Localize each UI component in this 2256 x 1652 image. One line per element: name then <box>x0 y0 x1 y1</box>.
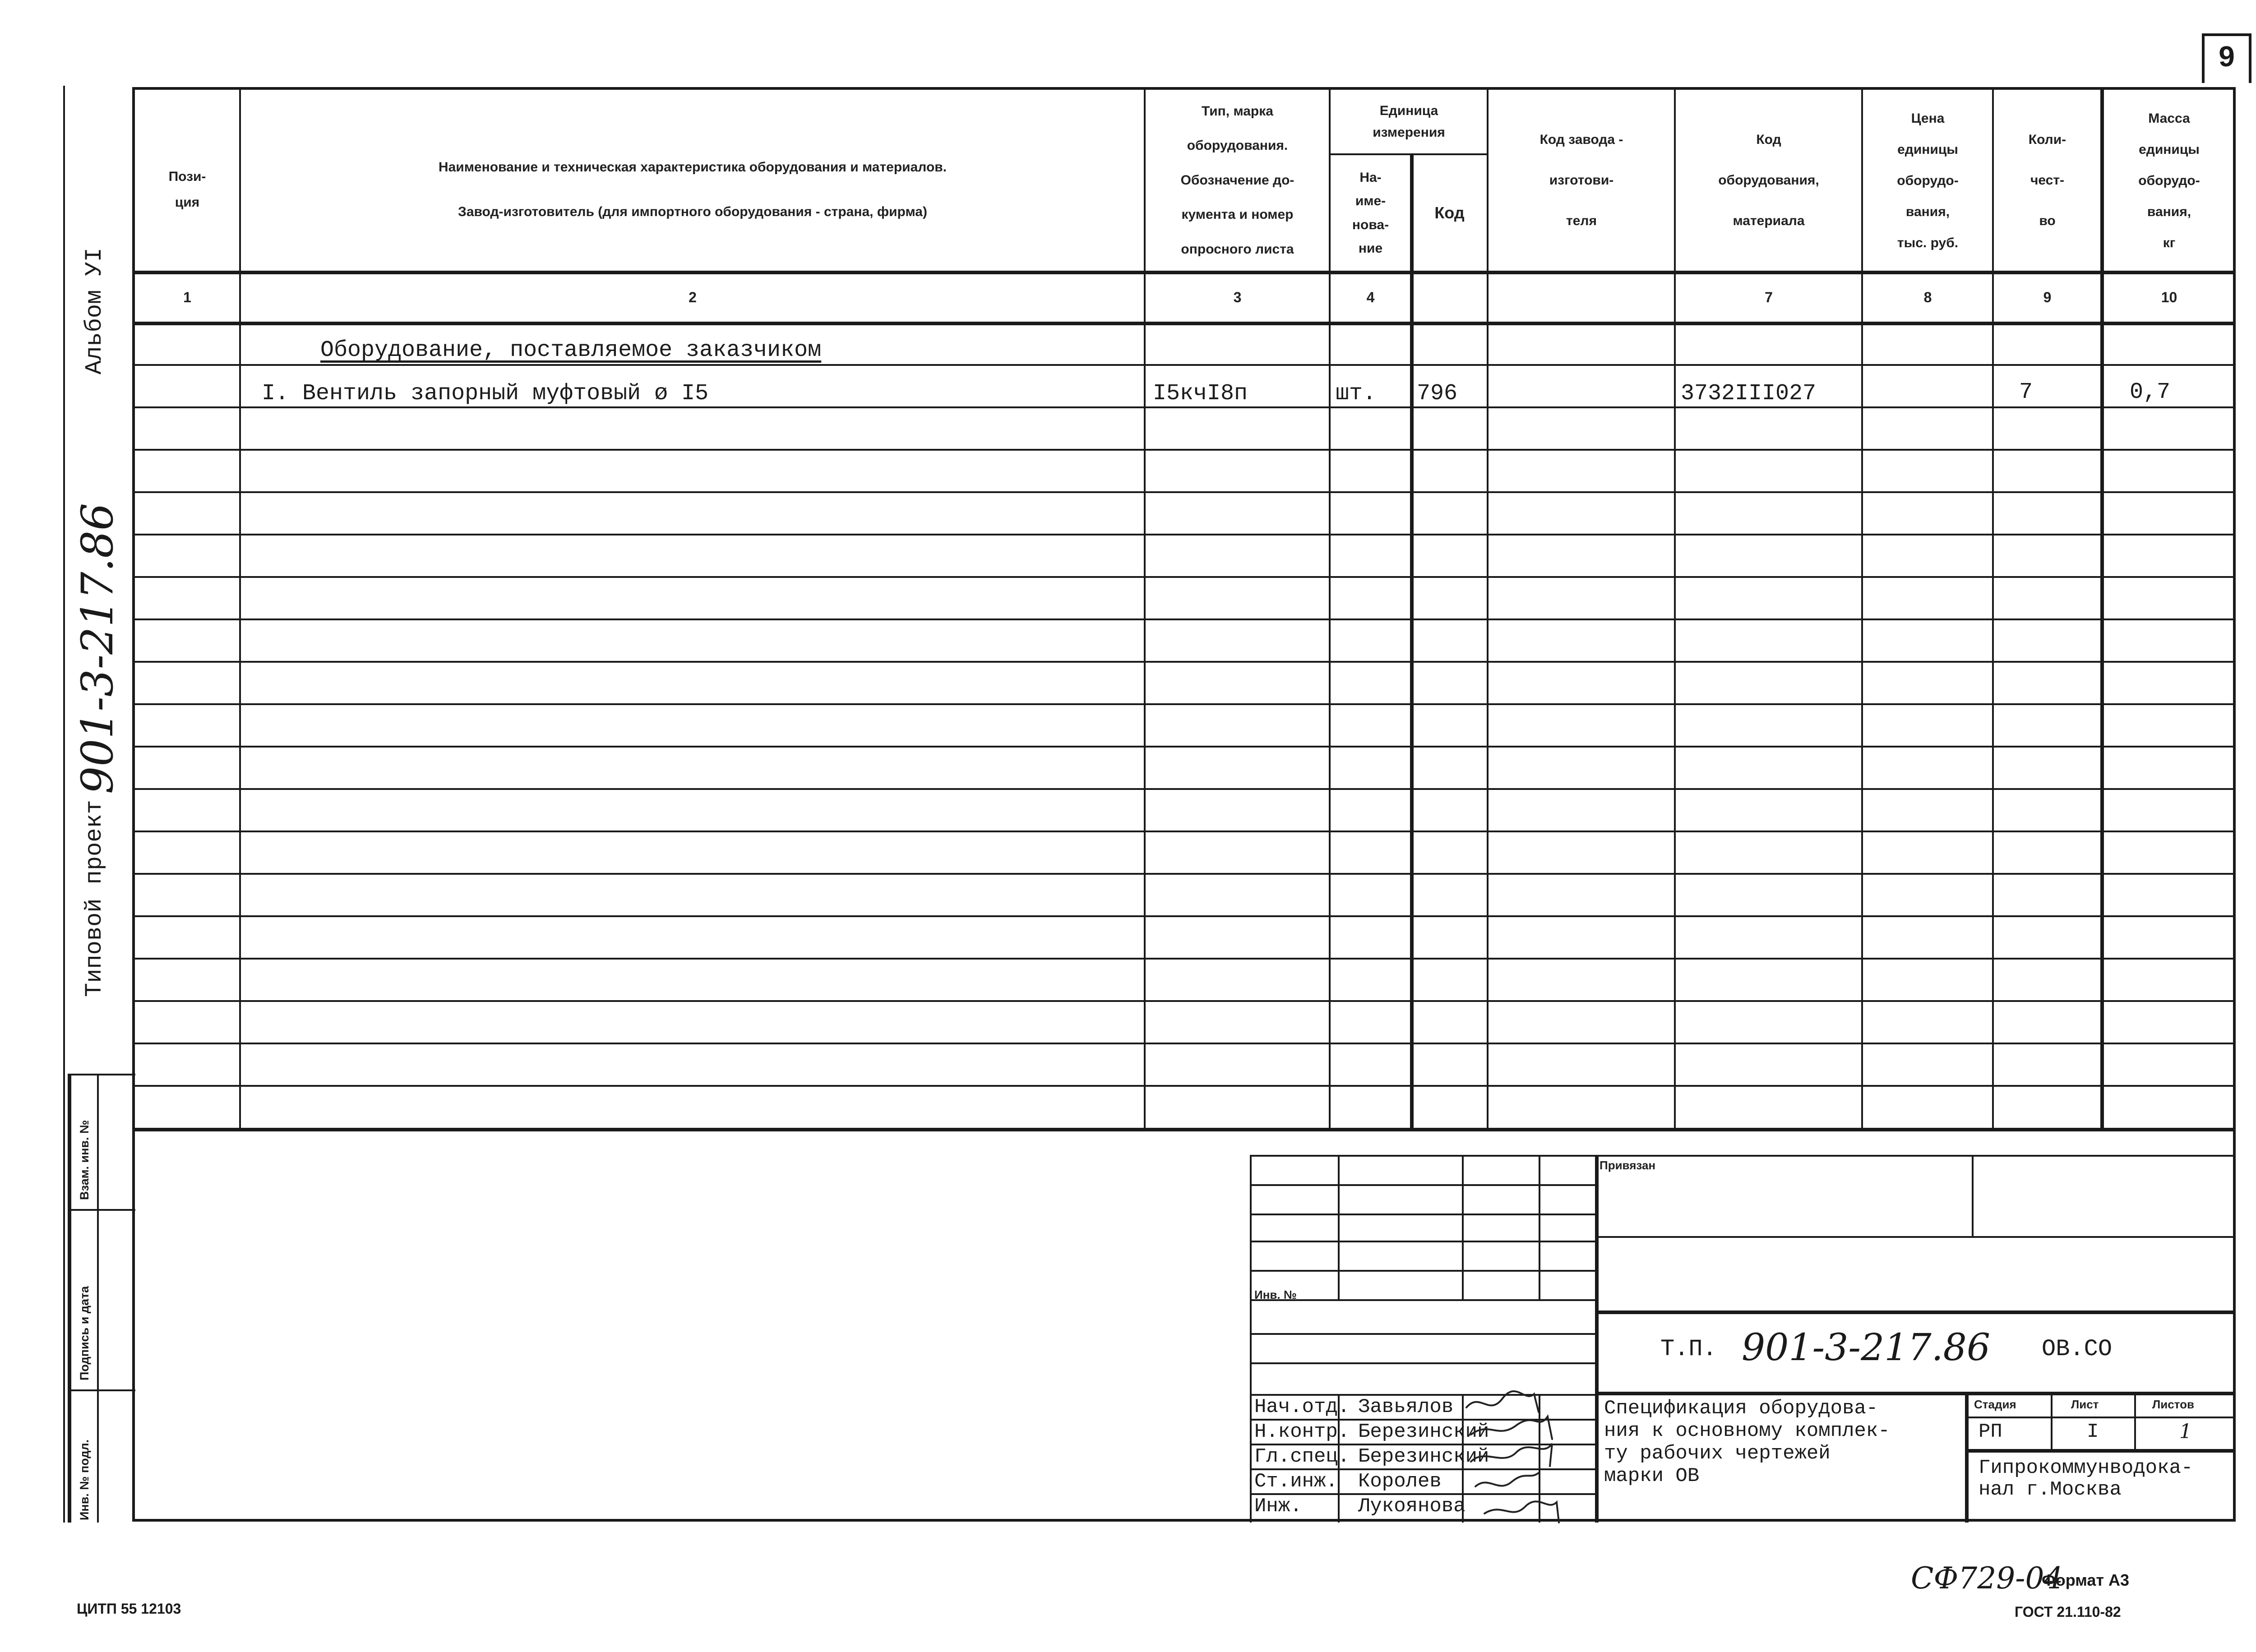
stamp-stage-label: Стадия <box>1974 1398 2016 1411</box>
stamp-signer-name: Лукоянова <box>1358 1495 1465 1518</box>
col-line-2 <box>1144 87 1146 1129</box>
table-row-1-quantity: 7 <box>2019 379 2033 405</box>
stamp-title-number: 901-3-217.86 <box>1742 1326 1991 1369</box>
table-row-line <box>133 534 2236 535</box>
table-row-line <box>133 1043 2236 1044</box>
column-number-6 <box>1489 273 1674 322</box>
stamp-signer-name: Березинский <box>1358 1421 1489 1443</box>
stamp-signer-role: Гл.спец. <box>1254 1445 1350 1468</box>
table-row-line <box>133 958 2236 960</box>
table-row-line <box>133 661 2236 663</box>
stamp-title-bottom <box>1595 1392 2236 1395</box>
table-row-1-type: I5кчI8п <box>1153 381 1248 406</box>
table-row-line <box>133 364 2236 366</box>
table-row-line <box>133 1085 2236 1087</box>
stamp-description-line3: ту рабочих чертежей <box>1604 1442 1831 1465</box>
stamp-left-row-line <box>1250 1184 1595 1186</box>
stamp-left-col1 <box>1338 1155 1340 1299</box>
side-panel-top <box>68 1074 135 1075</box>
stamp-title-top <box>1595 1311 2236 1314</box>
col-line-1 <box>239 87 241 1129</box>
page-number: 9 <box>2219 40 2235 73</box>
stamp-stage-mid <box>1965 1417 2236 1418</box>
stamp-left-col2 <box>1462 1155 1464 1299</box>
footer-tsitp: ЦИТП 55 12103 <box>77 1601 181 1617</box>
table-row-line <box>133 873 2236 875</box>
side-panel-div1 <box>68 1209 135 1211</box>
header-manufacturer-code: Код завода - изготови- теля <box>1539 132 1623 228</box>
stamp-stage-col2 <box>2134 1392 2136 1450</box>
bold-box-top <box>1410 322 2100 325</box>
vzam-inv-label: Взам. инв. № <box>78 1120 91 1200</box>
table-row-line <box>133 618 2236 620</box>
podpis-data-label: Подпись и дата <box>78 1286 91 1380</box>
column-number-9: 9 <box>2043 289 2052 305</box>
stamp-stage-bottom <box>1965 1449 2236 1453</box>
stamp-organization-line1: Гипрокоммунводока- <box>1979 1457 2193 1479</box>
header-unit-group: Единица измерения <box>1373 103 1445 140</box>
table-row-line <box>133 746 2236 748</box>
header-unit-code: Код <box>1434 203 1465 222</box>
stamp-sheets-label: Листов <box>2152 1398 2194 1411</box>
table-row-1-material-code: 3732III027 <box>1681 381 1817 406</box>
header-position: Пози- ция <box>168 169 206 210</box>
table-row-1-unit-name: шт. <box>1336 381 1377 406</box>
stamp-left-row-line <box>1250 1299 1595 1301</box>
stamp-signer-name: Березинский <box>1358 1445 1489 1468</box>
col-line-6 <box>1674 87 1676 1129</box>
table-row-line <box>133 406 2236 408</box>
column-number-2: 2 <box>689 289 697 305</box>
stamp-title-prefix: Т.П. <box>1660 1336 1717 1362</box>
table-row-1-mass: 0,7 <box>2130 379 2171 405</box>
column-number-7: 7 <box>1765 289 1773 305</box>
col-line-5 <box>1487 87 1489 1129</box>
header-price: Цена единицы оборудо- вания, тыс. руб. <box>1897 111 1959 250</box>
stamp-privyazan-label: Привязан <box>1600 1158 1656 1172</box>
side-panel-div2 <box>68 1389 135 1391</box>
stamp-left-col3 <box>1539 1155 1540 1299</box>
stamp-desc-right <box>1965 1392 1969 1523</box>
col-line-3 <box>1329 87 1331 1129</box>
stamp-description-line4: марки ОВ <box>1604 1465 1700 1487</box>
stamp-description-line1: Спецификация оборудова- <box>1604 1397 1878 1420</box>
stamp-stage-value: РП <box>1979 1421 2002 1443</box>
stamp-stage-col1 <box>2051 1392 2053 1450</box>
column-number-4: 4 <box>1366 289 1375 305</box>
inv-podl-label: Инв. № подл. <box>78 1439 91 1520</box>
section-title: Оборудование, поставляемое заказчиком <box>320 337 822 363</box>
footer-handwritten-code: СФ729-04 <box>1911 1561 2063 1596</box>
header-mass: Масса единицы оборудо- вания, кг <box>2138 111 2200 250</box>
table-row-line <box>133 788 2236 790</box>
stamp-signer-name: Завьялов <box>1358 1396 1454 1418</box>
stamp-signer-name: Королев <box>1358 1470 1442 1493</box>
footer-gost: ГОСТ 21.110-82 <box>2015 1604 2121 1620</box>
header-equipment-code: Код оборудования, материала <box>1718 132 1819 228</box>
table-row-line <box>133 831 2236 832</box>
left-margin-line <box>63 86 65 1523</box>
stamp-left-row-line <box>1250 1214 1595 1215</box>
table-row-1-name: I. Вентиль запорный муфтовый ø I5 <box>262 381 709 406</box>
project-prefix-label: Типовой проект <box>81 800 108 997</box>
col-line-7 <box>1861 87 1863 1129</box>
album-label: Альбом УI <box>81 248 108 374</box>
table-bottom-line <box>133 1128 2236 1131</box>
column-number-10: 10 <box>2161 289 2177 305</box>
stamp-sheets-value: 1 <box>2179 1420 2192 1443</box>
column-number-5 <box>1412 273 1487 322</box>
stamp-title-code: ОВ.СО <box>2042 1336 2113 1362</box>
stamp-signer-role: Нач.отд. <box>1254 1396 1350 1418</box>
stamp-privyazan-bottom <box>1595 1236 2236 1238</box>
table-row-line <box>133 449 2236 451</box>
table-row-line <box>133 1000 2236 1002</box>
signatures-scribbles <box>1462 1389 1611 1525</box>
stamp-left-row-line <box>1250 1362 1595 1364</box>
col-line-8 <box>1992 87 1994 1129</box>
header-quantity: Коли- чест- во <box>2028 132 2066 228</box>
side-panel-left <box>68 1074 71 1523</box>
stamp-organization-line2: нал г.Москва <box>1979 1478 2122 1501</box>
stamp-left-row-line <box>1250 1241 1595 1242</box>
table-row-line <box>133 576 2236 578</box>
stamp-sheet-label: Лист <box>2071 1398 2099 1411</box>
stamp-description-line2: ния к основному комплек- <box>1604 1420 1890 1442</box>
stamp-privyazan-split <box>1972 1155 1974 1236</box>
column-number-8: 8 <box>1923 289 1932 305</box>
footer-format: Формат А3 <box>2042 1571 2130 1589</box>
stamp-signer-role: Инж. <box>1254 1495 1302 1518</box>
table-row-1-unit-code: 796 <box>1417 381 1458 406</box>
table-row-line <box>133 491 2236 493</box>
header-unit-name: На- име- нова- ние <box>1352 170 1389 256</box>
stamp-sheet-value: I <box>2087 1421 2099 1443</box>
table-row-line <box>133 703 2236 705</box>
stamp-signer-role: Ст.инж. <box>1254 1470 1338 1493</box>
stamp-left-row-line <box>1250 1270 1595 1272</box>
project-number-label: 901-3-217.86 <box>72 503 123 794</box>
header-type: Тип, марка оборудования. Обозначение до- кумента и номер опросного листа <box>1180 103 1294 257</box>
side-panel-mid <box>97 1074 99 1523</box>
header-name: Наименование и техническая характеристика оборудования и материалов. Завод-изготовитель (для импортного оборудования - страна, фирма) <box>438 160 947 219</box>
stamp-inv-no-label: Инв. № <box>1254 1288 1297 1301</box>
table-row-line <box>133 915 2236 917</box>
stamp-left-row-line <box>1250 1333 1595 1335</box>
unit-header-split <box>1329 153 1487 155</box>
stamp-signer-role: Н.контр. <box>1254 1421 1350 1443</box>
column-number-1: 1 <box>183 289 191 305</box>
column-number-3: 3 <box>1233 289 1242 305</box>
